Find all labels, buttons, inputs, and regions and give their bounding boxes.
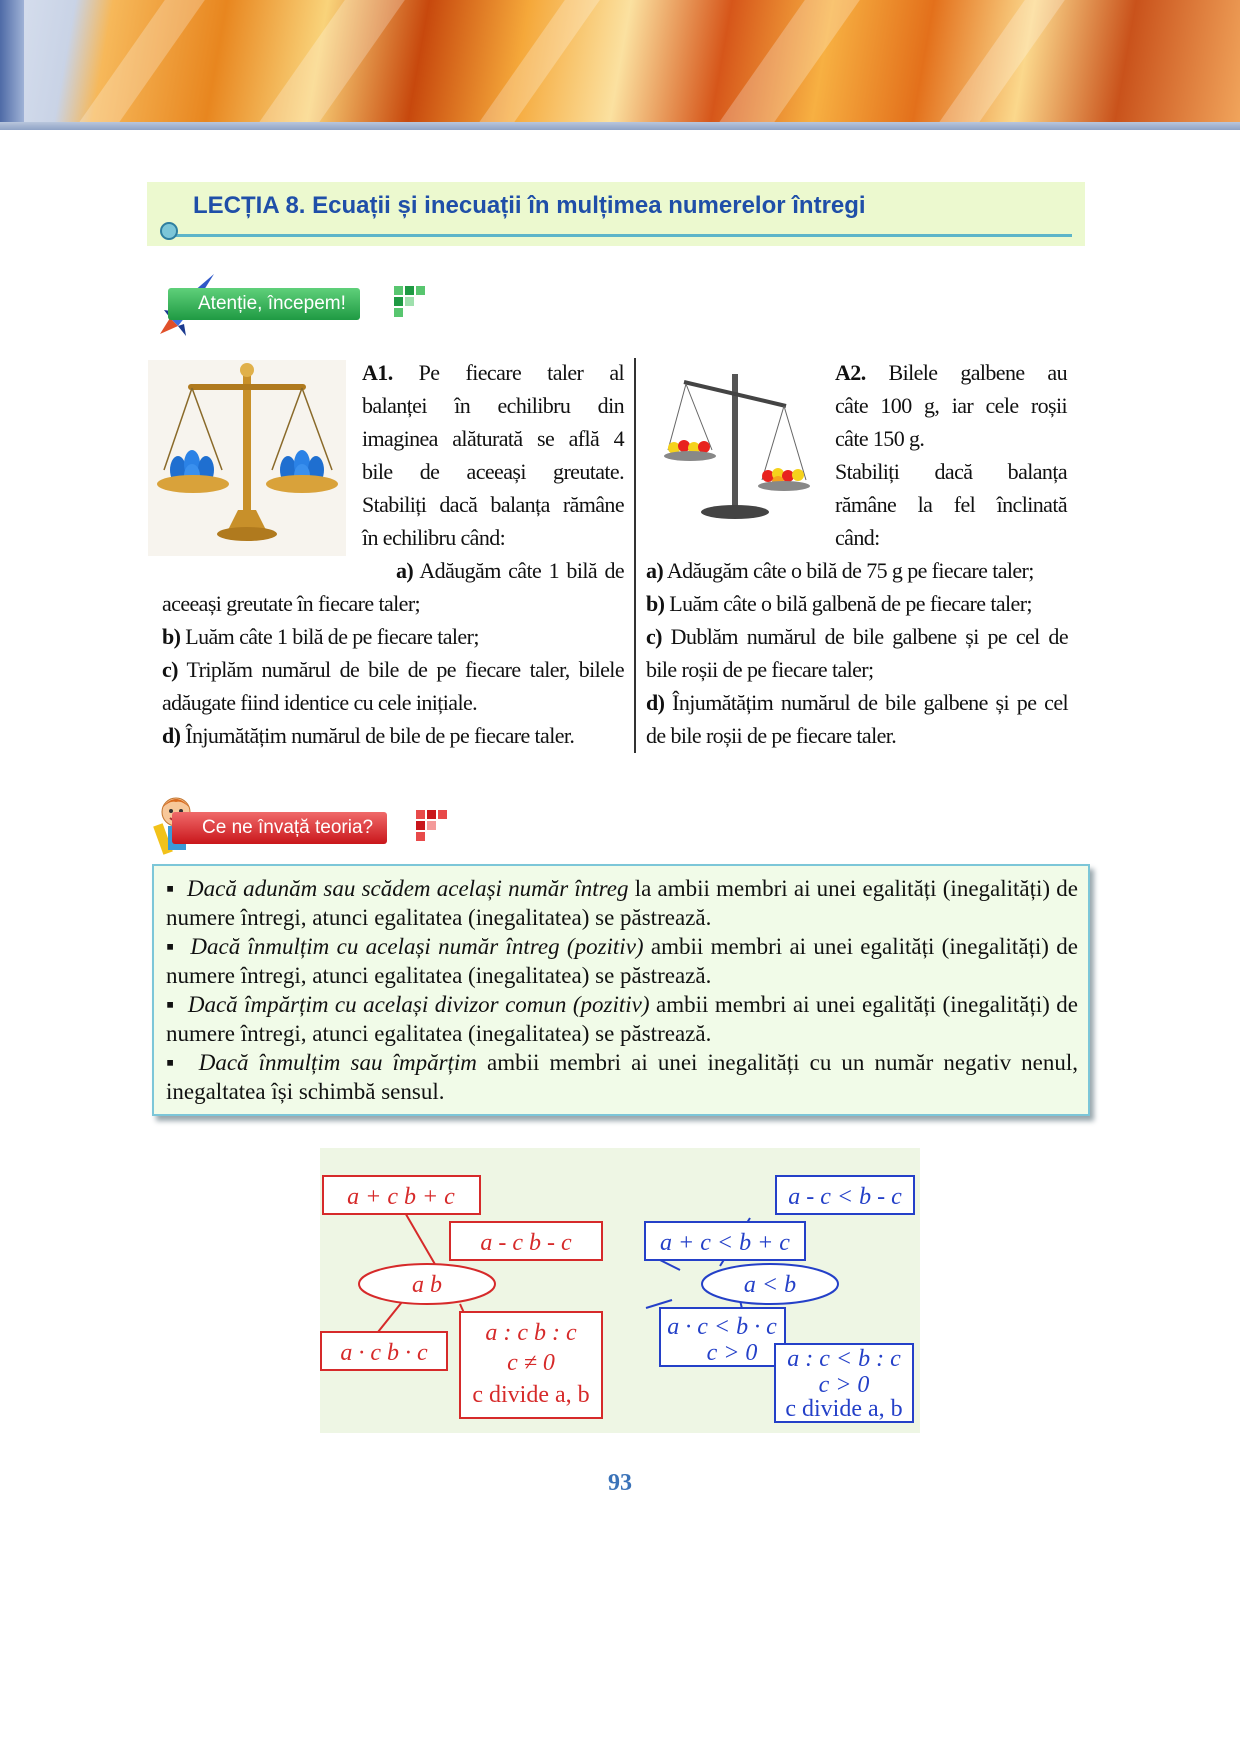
lesson-title: LECȚIA 8. Ecuații și inecuații în mulțimea numerelor întregi: [193, 192, 866, 219]
a2-intro-line: Stabiliți dacă balanța: [835, 459, 1067, 484]
a1-b-text: Luăm câte 1 bilă de pe fiecare taler;: [185, 624, 479, 649]
theory-rule-emphasis: Dacă împărțim cu același divizor comun (pozitiv): [187, 992, 650, 1017]
theory-squares-icon: [416, 810, 456, 842]
column-divider: [634, 358, 636, 753]
left-bottom-right-text-3: c divide a, b: [472, 1382, 590, 1408]
a2-b-text: Luăm câte o bilă galbenă de pe fiecare taler;: [669, 591, 1032, 616]
theory-rule-text: ambii membri ai unei egalități (inegalități) de numere întregi, atunci egalitatea (inegalitatea) se păstrează.: [166, 934, 1079, 988]
banner-edge: [0, 122, 1240, 130]
theory-rules: [166, 874, 1078, 1106]
a2-a-text: Adăugăm câte o bilă de 75 g pe fiecare taler;: [666, 558, 1034, 583]
theory-label: Ce ne învață teoria?: [172, 812, 387, 844]
a1-intro-line: bile de aceeași greutate.: [362, 459, 624, 484]
right-bottom-left-text-1: a · c < b · c: [667, 1314, 777, 1340]
right-top-left-text: a + c < b + c: [660, 1230, 790, 1256]
a1-a-line1: Adăugăm câte 1 bilă de: [419, 558, 625, 583]
a1-intro-line: imaginea alăturată se află 4: [362, 426, 624, 451]
a2-number: A2.: [835, 360, 866, 385]
balanced-scale-image: [148, 360, 346, 556]
left-center-text: a b: [412, 1272, 442, 1298]
right-bottom-left-text-2: c > 0: [706, 1340, 758, 1366]
a2-intro-line: câte 100 g, iar cele roșii: [835, 393, 1067, 418]
a2-items: [646, 554, 1068, 752]
a2-a-label: a): [646, 558, 664, 583]
lesson-underline: [170, 234, 1072, 237]
theory-rule-text: ambii membri ai unei egalități (inegalități) de numere întregi, atunci egalitatea (inegalitatea) se păstrează.: [166, 992, 1079, 1046]
left-bottom-left-text: a · c b · c: [340, 1340, 428, 1366]
a1-d-text: Înjumătățim numărul de bile de pe fiecare taler.: [185, 723, 575, 748]
page-number: 93: [608, 1470, 632, 1496]
a2-b-label: b): [646, 591, 665, 616]
a1-d-label: d): [162, 723, 181, 748]
theory-rule-text: la ambii membri ai unei egalități (inegalități) de numere întregi, atunci egalitatea (inegalitatea) se păstrează.: [166, 876, 1078, 930]
a1-items: [162, 587, 624, 752]
theory-rule: ▪ Dacă adunăm sau scădem același număr întreg la ambii membri ai unei egalități (inegalități) de numere întregi, atunci egalitatea (inegalitatea) se păstrează.: [166, 876, 1078, 930]
left-top-text: a + c b + c: [347, 1184, 455, 1210]
theory-rule-emphasis: Dacă înmulțim cu același număr întreg (pozitiv): [190, 934, 644, 959]
right-bottom-right-text-3: c divide a, b: [785, 1396, 903, 1422]
a2-d-text: Înjumătățim numărul de bile galbene și pe cel de bile roșii de pe fiecare taler.: [646, 690, 1068, 748]
a1-intro: [362, 356, 624, 587]
a2-intro-line: când:: [835, 525, 880, 550]
left-bottom-right-text-2: c ≠ 0: [507, 1350, 555, 1376]
a1-intro-line: Pe fiecare taler al: [418, 360, 624, 385]
a2-d-label: d): [646, 690, 665, 715]
theory-rule-emphasis: Dacă adunăm sau scădem același număr întreg: [187, 876, 629, 901]
a1-b-label: b): [162, 624, 181, 649]
lesson-bullet-icon: [160, 222, 178, 240]
right-center-text: a < b: [743, 1272, 797, 1298]
a2-intro: [835, 356, 1067, 554]
theory-rule: ▪ Dacă înmulțim cu același număr întreg (pozitiv) ambii membri ai unei egalități (inegalități) de numere întregi, atunci egalitatea (inegalitatea) se păstrează.: [166, 934, 1079, 988]
attention-label: Atenție, începem!: [168, 288, 360, 320]
a1-c-label: c): [162, 657, 178, 682]
theory-rule-emphasis: Dacă înmulțim sau împărțim: [198, 1050, 477, 1075]
theory-rule-text: ambii membri ai unei inegalități cu un număr negativ nenul, inegaltatea își schimbă sensul.: [166, 1050, 1079, 1104]
a2-intro-line: rămâne la fel înclinată: [835, 492, 1067, 517]
tilted-scale-image: [660, 368, 810, 528]
a1-intro-line: în echilibru când:: [362, 525, 506, 550]
a1-number: A1.: [362, 360, 393, 385]
right-bottom-right-text-2: c > 0: [818, 1372, 870, 1398]
a1-a-line2: aceeași greutate în fiecare taler;: [162, 591, 421, 616]
a2-c-text: Dublăm numărul de bile galbene și pe cel de bile roșii de pe fiecare taler;: [646, 624, 1068, 682]
a1-intro-line: Stabiliți dacă balanța rămâne: [362, 492, 624, 517]
rules-diagram: [320, 1148, 920, 1433]
right-bottom-right-text-1: a : c < b : c: [787, 1346, 901, 1372]
left-bottom-right-text-1: a : c b : c: [485, 1320, 577, 1346]
attention-squares-icon: [394, 286, 434, 316]
left-top-right-text: a - c b - c: [480, 1230, 572, 1256]
header-banner: [0, 0, 1240, 128]
theory-rule: ▪ Dacă înmulțim sau împărțim ambii membri ai unei inegalități cu un număr negativ nenul, inegaltatea își schimbă sensul.: [166, 1050, 1079, 1104]
a2-intro-line: Bilele galbene au: [888, 360, 1068, 385]
a1-c-text: Triplăm numărul de bile de pe fiecare taler, bilele adăugate fiind identice cu cele inițiale.: [162, 657, 624, 715]
a1-intro-line: balanței în echilibru din: [362, 393, 624, 418]
theory-rule: ▪ Dacă împărțim cu același divizor comun (pozitiv) ambii membri ai unei egalități (inegalități) de numere întregi, atunci egalitatea (inegalitatea) se păstrează.: [166, 992, 1079, 1046]
right-top-text: a - c < b - c: [788, 1184, 902, 1210]
a2-intro-line: câte 150 g.: [835, 426, 925, 451]
banner-left-accent: [0, 0, 24, 122]
a1-a-label: a): [396, 558, 414, 583]
a2-c-label: c): [646, 624, 662, 649]
